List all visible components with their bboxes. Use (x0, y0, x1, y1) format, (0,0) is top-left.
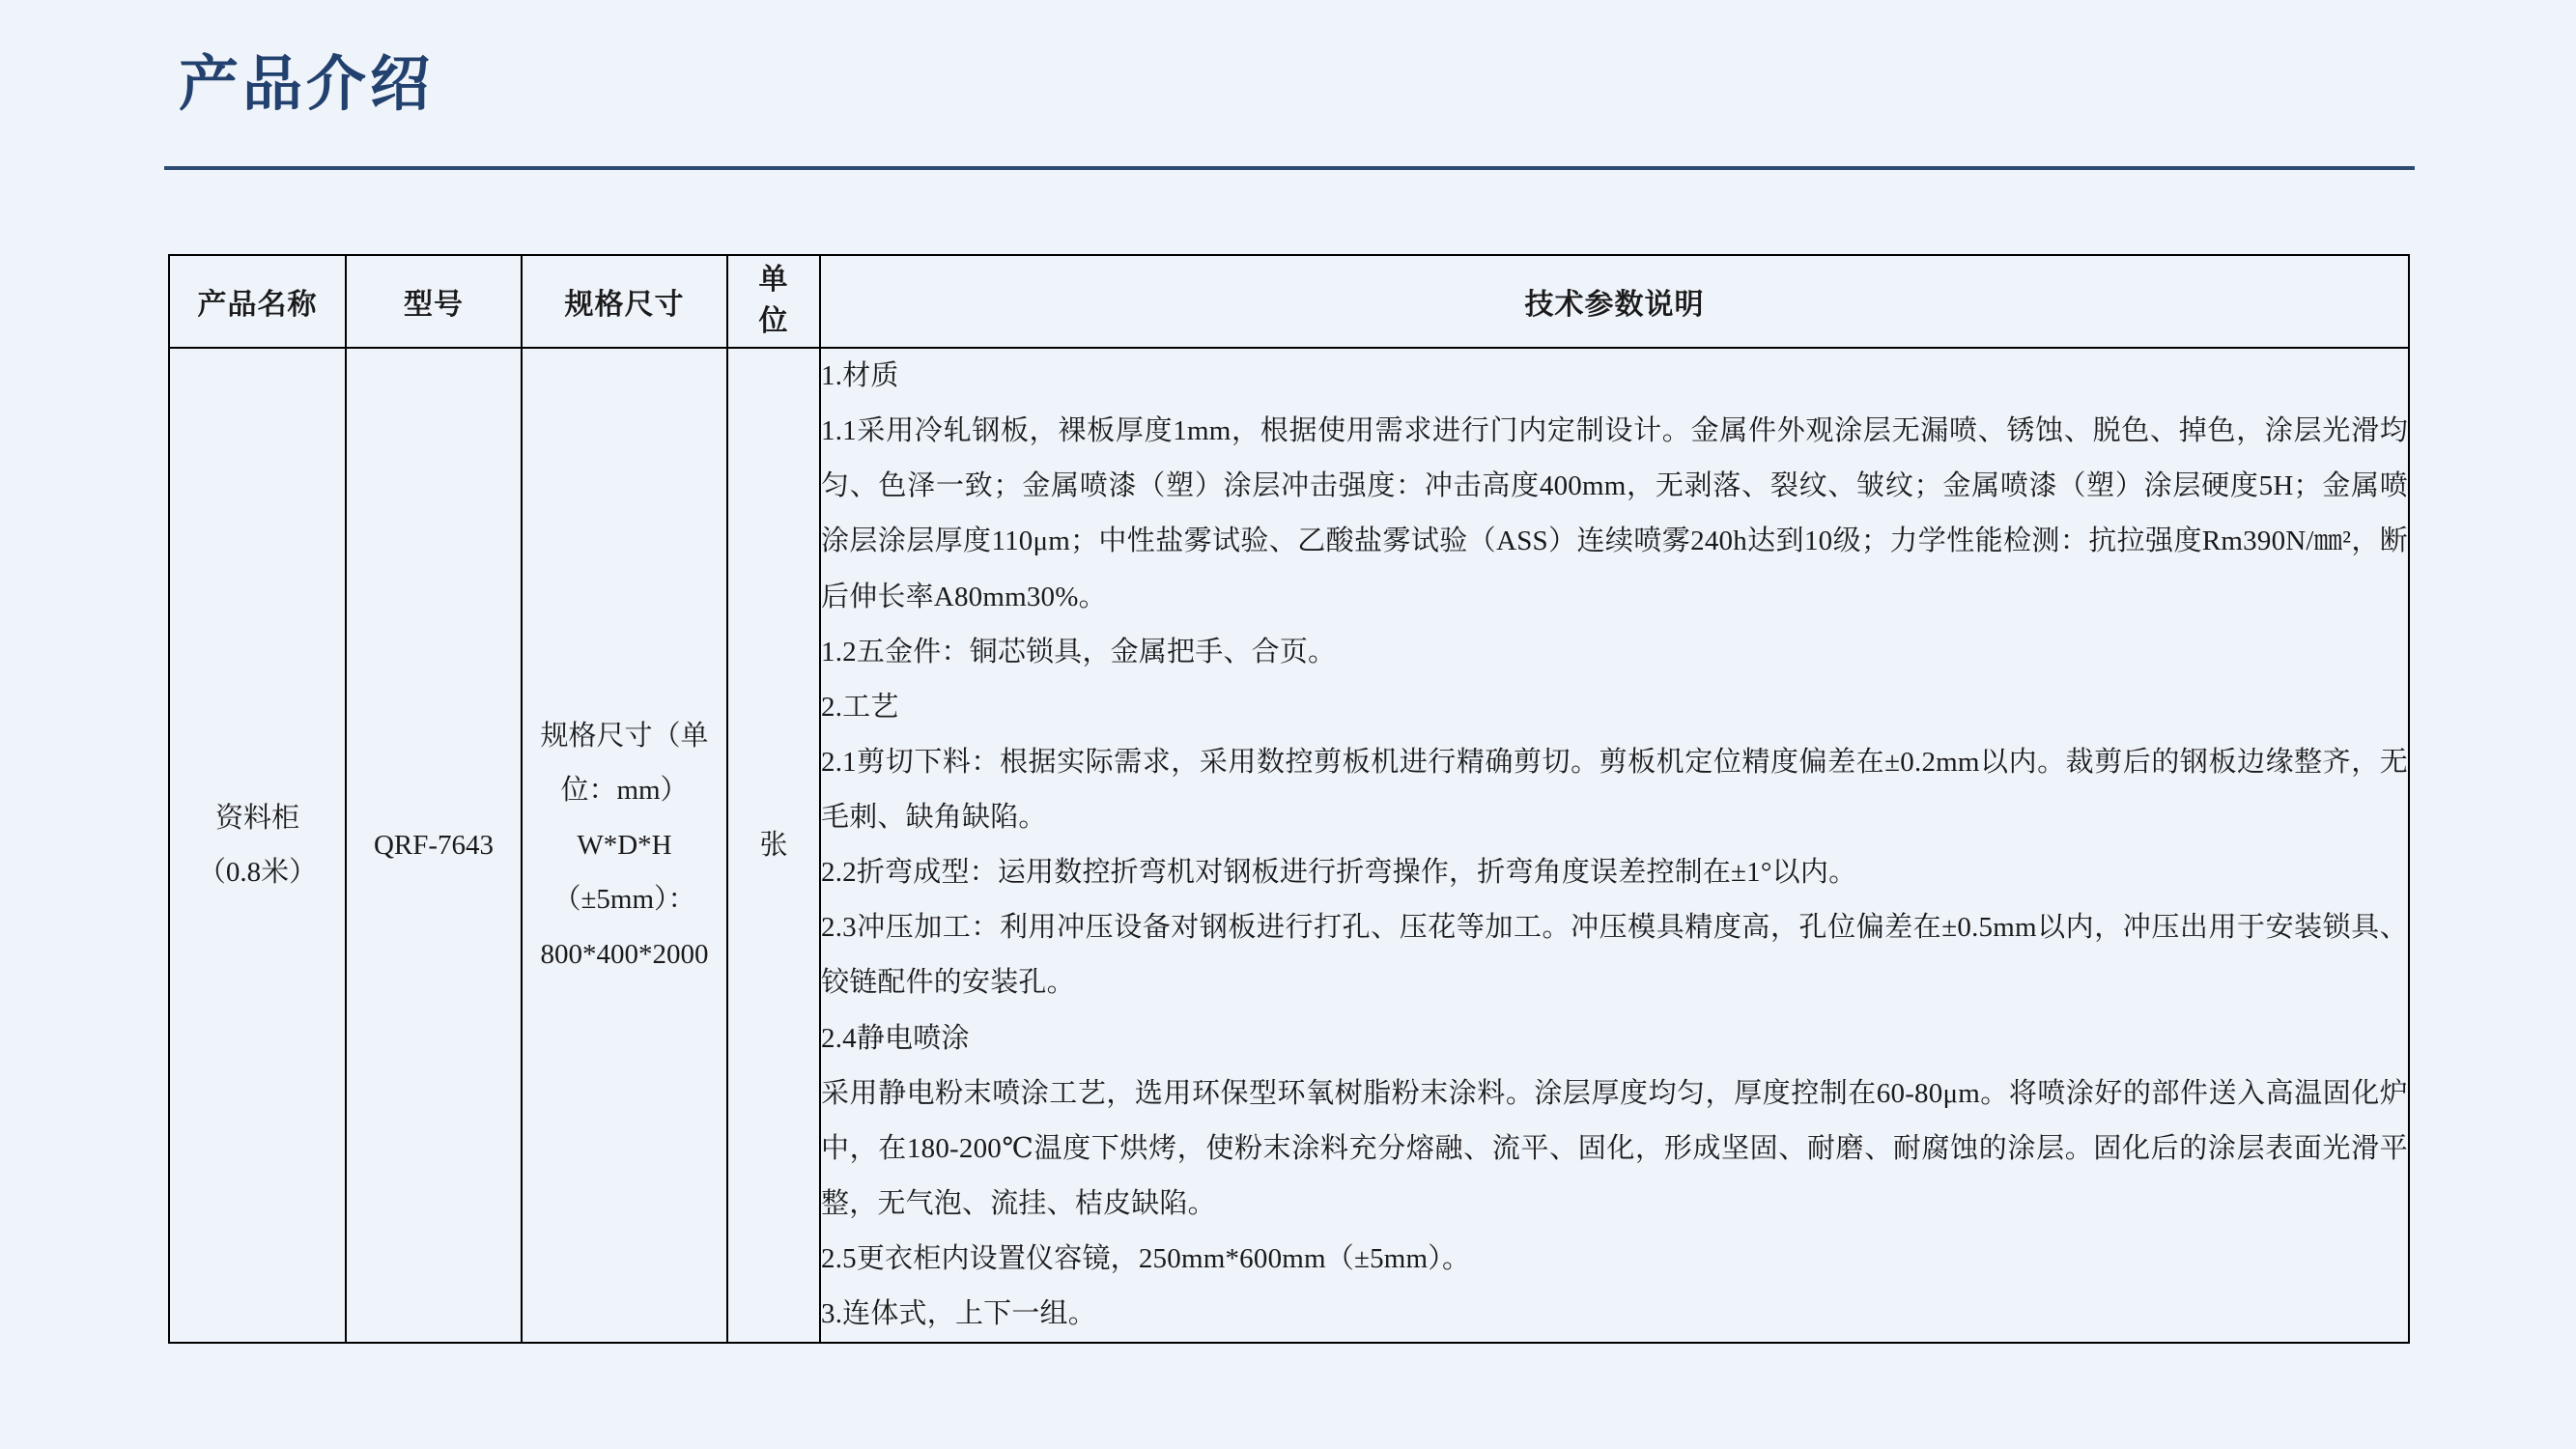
tech-param-line: 3.连体式，上下一组。 (821, 1298, 1096, 1330)
tech-param-line: 1.材质 (821, 360, 899, 391)
tech-param-line: 2.工艺 (821, 691, 899, 723)
tech-param-line: 2.1剪切下料：根据实际需求，采用数控剪板机进行精确剪切。剪板机定位精度偏差在±0.2mm以内。裁剪后的钢板边缘整齐，无毛刺、缺角缺陷。 (821, 746, 2408, 833)
table-header (169, 255, 2409, 348)
product-name-line-1: 资料柜 (214, 802, 299, 834)
page-title: 产品介绍 (179, 51, 435, 118)
table-row (169, 348, 2409, 1343)
tech-param-line: 1.1采用冷轧钢板，裸板厚度1mm，根据使用需求进行门内定制设计。金属件外观涂层无漏喷、锈蚀、脱色、掉色，涂层光滑均匀、色泽一致；金属喷漆（塑）涂层冲击强度：冲击高度400mm，无剥落、裂纹、皱纹；金属喷漆（塑）涂层硬度5H；金属喷涂层涂层厚度110μm；中性盐雾试验、乙酸盐雾试验（ASS）连续喷雾240h达到10级；力学性能检测：抗拉强度Rm390N/㎜²，断后伸长率A80mm30%。 (821, 415, 2408, 612)
spec-line-2: 位：mm） (560, 775, 689, 807)
spec-line-1: 规格尺寸（单 (540, 720, 709, 752)
product-name-line-2: （0.8米） (197, 857, 318, 889)
column-header-unit: 单位 (727, 255, 820, 348)
tech-param-line: 采用静电粉末喷涂工艺，选用环保型环氧树脂粉末涂料。涂层厚度均匀，厚度控制在60-80μm。将喷涂好的部件送入高温固化炉中，在180-200℃温度下烘烤，使粉末涂料充分熔融、流平、固化，形成坚固、耐磨、耐腐蚀的涂层。固化后的涂层表面光滑平整，无气泡、流挂、桔皮缺陷。 (821, 1077, 2408, 1219)
cell-tech-params (820, 348, 2409, 1343)
column-header-model: 型号 (346, 255, 522, 348)
tech-param-line: 2.3冲压加工：利用冲压设备对钢板进行打孔、压花等加工。冲压模具精度高，孔位偏差在±0.5mm以内，冲压出用于安装锁具、铰链配件的安装孔。 (821, 912, 2408, 999)
table-body (169, 348, 2409, 1343)
spec-line-4: （±5mm）： (552, 884, 696, 916)
table-header-row (169, 255, 2409, 348)
tech-param-line: 1.2五金件：铜芯锁具，金属把手、合页。 (821, 636, 1337, 668)
spec-line-5: 800*400*2000 (540, 938, 709, 970)
column-header-tech-params: 技术参数说明 (820, 255, 2409, 348)
spec-line-3: W*D*H (577, 829, 672, 861)
column-header-product-name: 产品名称 (169, 255, 346, 348)
unit-value: 张 (759, 829, 788, 861)
tech-param-line: 2.2折弯成型：运用数控折弯机对钢板进行折弯操作，折弯角度误差控制在±1°以内。 (821, 857, 1857, 889)
tech-param-line: 2.4静电喷涂 (821, 1022, 970, 1054)
cell-product-name (169, 348, 346, 1343)
cell-unit (727, 348, 820, 1343)
cell-model (346, 348, 522, 1343)
column-header-spec-size: 规格尺寸 (522, 255, 727, 348)
product-spec-table (168, 254, 2410, 1344)
spec-table-container (168, 254, 2408, 1344)
cell-spec-size (522, 348, 727, 1343)
tech-param-line: 2.5更衣柜内设置仪容镜，250mm*600mm（±5mm）。 (821, 1243, 1471, 1274)
title-divider (164, 166, 2415, 170)
model-value: QRF-7643 (373, 829, 495, 861)
